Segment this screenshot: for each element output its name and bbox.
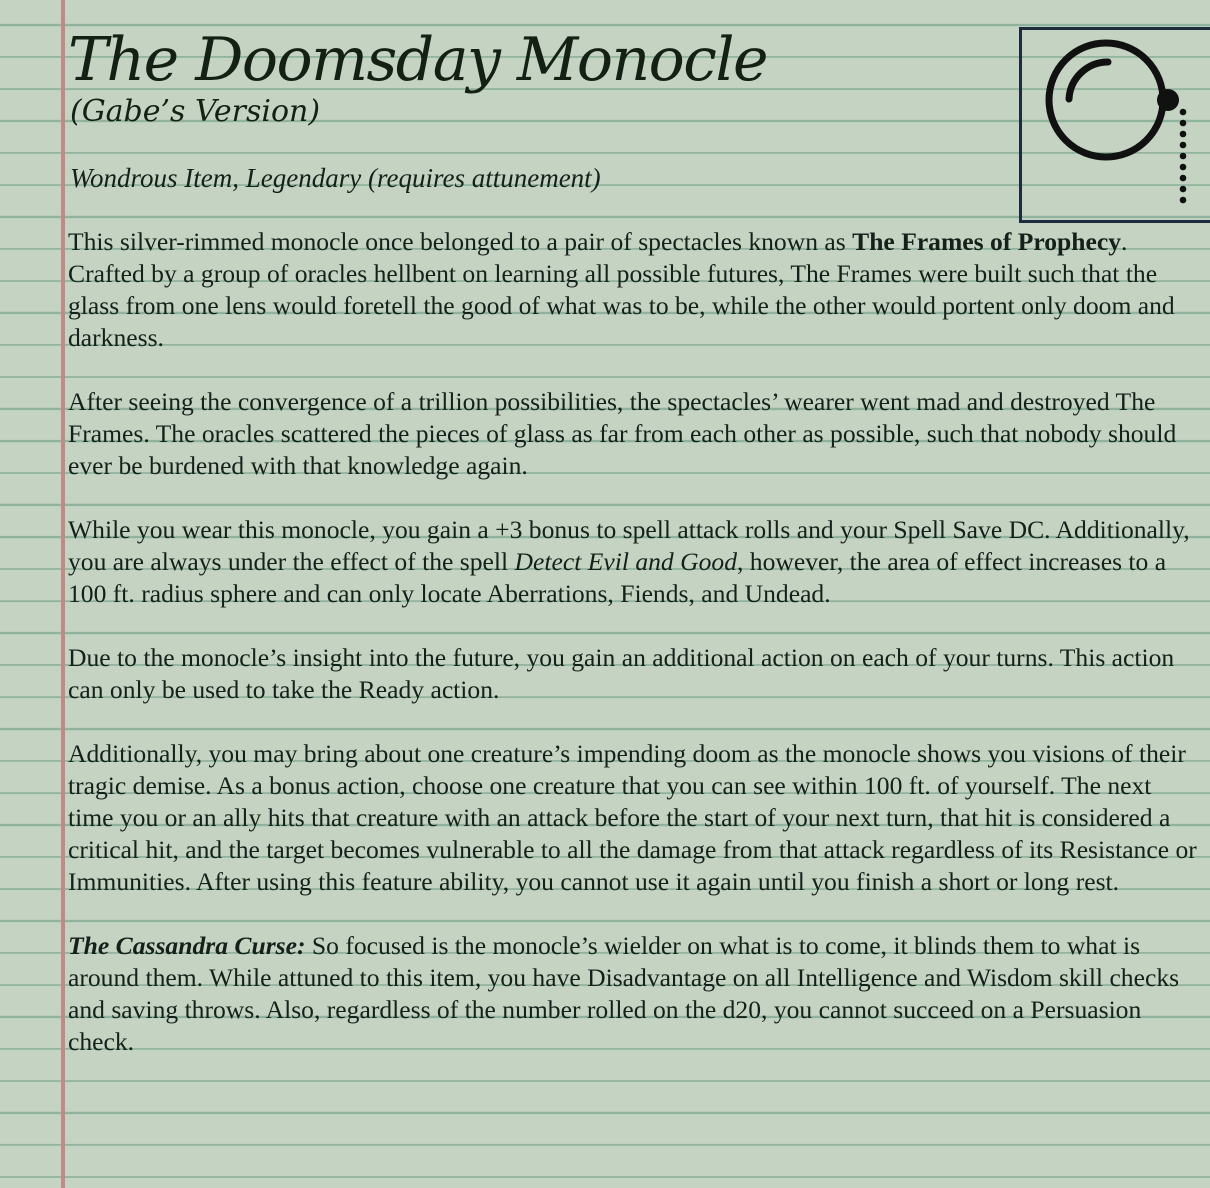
frames-of-prophecy-name: The Frames of Prophecy xyxy=(852,227,1122,256)
notebook-margin-line xyxy=(61,0,65,1188)
monocle-icon-frame xyxy=(1019,27,1210,223)
curse-paragraph: The Cassandra Curse: So focused is the monocle’s wielder on what is to come, it blinds them to what is around them. While attuned to this item, you have Disadvantage on all Intelligence and Wisdom skill checks and saving throws. Also, regardless of the number rolled on the d20, you cannot succeed on a Persuasion check. xyxy=(68,931,1180,1056)
curse-name: The Cassandra Curse: xyxy=(68,931,306,960)
item-description xyxy=(68,226,1198,1090)
bonus-paragraph: While you wear this monocle, you gain a +3 bonus to spell attack rolls and your Spell Save DC. Additionally, you are always under the effect of the spell Detect Evil and Good, however, the area of effect increases to a 100 ft. radius sphere and can only locate Aberrations, Fiends, and Undead. xyxy=(68,515,1190,608)
item-subtitle: (Gabe’s Version) xyxy=(70,94,321,129)
history-paragraph: After seeing the convergence of a trillion possibilities, the spectacles’ wearer went mad and destroyed The Frames. The oracles scattered the pieces of glass as far from each other as possible, such that nobody should ever be burdened with that knowledge again. xyxy=(68,387,1177,480)
item-type-line: Wondrous Item, Legendary (requires attunement) xyxy=(70,163,601,193)
item-title: The Doomsday Monocle xyxy=(68,25,768,95)
monocle-icon xyxy=(1022,30,1210,220)
extra-action-paragraph: Due to the monocle’s insight into the future, you gain an additional action on each of your turns. This action can only be used to take the Ready action. xyxy=(68,643,1175,704)
origin-paragraph: This silver-rimmed monocle once belonged to a pair of spectacles known as The Frames of Prophecy. Crafted by a group of oracles hellbent on learning all possible futures, The Frames were built such that the glass from one lens would foretell the good of what was to be, while the other would portent only doom and darkness. xyxy=(68,227,1175,352)
spell-name: Detect Evil and Good xyxy=(514,547,737,576)
impending-doom-paragraph: Additionally, you may bring about one creature’s impending doom as the monocle shows you visions of their tragic demise. As a bonus action, choose one creature that you can see within 100 ft. of yourself. The next time you or an ally hits that creature with an attack before the start of your next turn, that hit is considered a critical hit, and the target becomes vulnerable to all the damage from that attack regardless of its Resistance or Immunities. After using this feature ability, you cannot use it again until you finish a short or long rest. xyxy=(68,739,1197,896)
